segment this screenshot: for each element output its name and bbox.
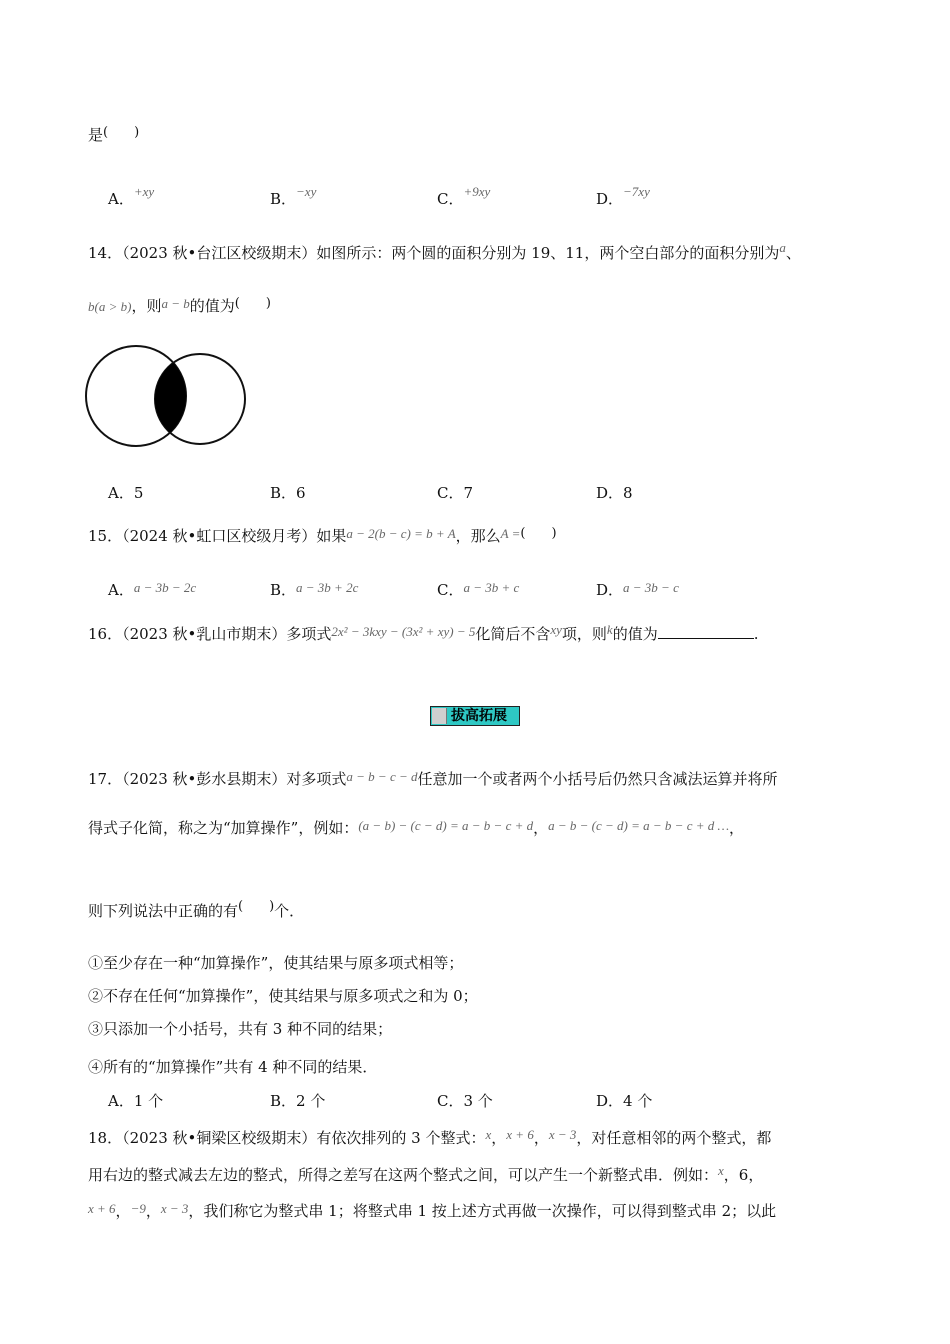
option-label: D． bbox=[596, 1092, 624, 1110]
q17-comma2: ， bbox=[729, 819, 745, 837]
q17-statement-4: ④所有的“加算操作”共有 4 种不同的结果． bbox=[88, 1058, 378, 1076]
q17-math-poly: a − b − c − d bbox=[346, 769, 418, 784]
q14-line2 bbox=[88, 292, 271, 316]
q18-c2: ， bbox=[533, 1129, 549, 1147]
q14-option-b[interactable] bbox=[270, 482, 306, 503]
option-label: C． bbox=[437, 1092, 464, 1110]
q15-option-b[interactable] bbox=[270, 579, 358, 600]
q14-option-c[interactable] bbox=[437, 482, 473, 503]
q18-line3-math-x6: x + 6 bbox=[88, 1201, 116, 1216]
option-label: A． bbox=[108, 190, 134, 208]
q17-line3 bbox=[88, 895, 304, 921]
q13-tail-text: 是 bbox=[88, 126, 104, 144]
q17-comma: ， bbox=[533, 819, 549, 837]
q16-number: 16． bbox=[88, 625, 123, 643]
option-label: D． bbox=[596, 581, 624, 599]
q17-math-ex1: (a − b) − (c − d) = a − b − c + d bbox=[358, 818, 534, 833]
q18-line3-math-9: −9 bbox=[130, 1201, 146, 1216]
q17-text1: 对多项式 bbox=[286, 770, 347, 788]
q14-line1 bbox=[88, 240, 801, 263]
q17-source: （2023 秋•彭水县期末） bbox=[122, 770, 287, 788]
option-value: 6 bbox=[296, 484, 306, 502]
q17-text2: 任意加一个或者两个小括号后仍然只含减法运算并将所 bbox=[417, 770, 778, 788]
q18-line3-c2: ， bbox=[145, 1202, 161, 1220]
q14-text2: ，则 bbox=[131, 297, 162, 315]
q18-line2-end: ，6， bbox=[723, 1166, 764, 1184]
option-value: 2 个 bbox=[296, 1092, 326, 1110]
q15-line bbox=[88, 522, 557, 546]
q14-math-b: b(a > b) bbox=[88, 299, 132, 314]
q16-line bbox=[88, 622, 759, 644]
q18-source: （2023 秋•铜梁区校级期末） bbox=[122, 1129, 317, 1147]
q15-text2: ，那么 bbox=[455, 527, 501, 545]
q17-statement-2: ②不存在任何“加算操作”，使其结果与原多项式之和为 0； bbox=[88, 987, 478, 1005]
q15-source: （2024 秋•虹口区校级月考） bbox=[122, 527, 317, 545]
q16-text4: 的值为 bbox=[612, 625, 658, 643]
q18-line2-math-x: x bbox=[718, 1163, 724, 1178]
option-value: 5 bbox=[133, 484, 144, 502]
q18-line1 bbox=[88, 1127, 771, 1148]
option-expr: a − 3b + c bbox=[463, 580, 520, 595]
q15-option-d[interactable] bbox=[596, 579, 679, 600]
q17-math-ex2: a − b − (c − d) = a − b − c + d … bbox=[548, 818, 730, 833]
option-label: D． bbox=[596, 484, 624, 502]
q17-line2-text: 得式子化简，称之为“加算操作”，例如： bbox=[88, 819, 359, 837]
option-label: A． bbox=[108, 484, 134, 502]
q15-math-eq: a − 2(b − c) = b + A bbox=[346, 526, 456, 541]
option-expr: −xy bbox=[296, 184, 317, 199]
q14-paren: ( ) bbox=[234, 296, 271, 311]
option-value: 3 个 bbox=[463, 1092, 493, 1110]
q15-text1: 如果 bbox=[316, 527, 347, 545]
option-expr: +9xy bbox=[463, 184, 491, 199]
q18-line3-text: ，我们称它为整式串 1；将整式串 1 按上述方式再做一次操作，可以得到整式串 2；以此 bbox=[188, 1202, 777, 1220]
q13-option-d[interactable] bbox=[596, 184, 650, 209]
q18-c1: ， bbox=[491, 1129, 507, 1147]
q15-option-a[interactable] bbox=[108, 579, 196, 600]
option-label: C． bbox=[437, 190, 464, 208]
q18-math-x3: x − 3 bbox=[548, 1127, 577, 1142]
q13-tail bbox=[88, 121, 139, 145]
q16-text3: 项，则 bbox=[561, 625, 607, 643]
q18-number: 18． bbox=[88, 1129, 123, 1147]
q16-end: . bbox=[753, 625, 759, 643]
option-value: 4 个 bbox=[623, 1092, 653, 1110]
q13-option-a[interactable] bbox=[108, 184, 154, 209]
section-title: 拔高拓展 bbox=[451, 708, 507, 724]
q18-line2-text: 用右边的整式减去左边的整式，所得之差写在这两个整式之间，可以产生一个新整式串．例如： bbox=[88, 1166, 719, 1184]
q18-math-x6: x + 6 bbox=[506, 1127, 534, 1142]
section-square-icon bbox=[432, 708, 447, 724]
q17-option-c[interactable] bbox=[437, 1090, 493, 1111]
q17-line3-end: 个． bbox=[274, 902, 305, 920]
q16-math-xy: xy bbox=[550, 622, 562, 637]
q16-math-poly: 2x² − 3kxy − (3x² + xy) − 5 bbox=[331, 624, 476, 639]
q16-text2: 化简后不含 bbox=[475, 625, 551, 643]
q16-answer-blank[interactable] bbox=[658, 624, 754, 639]
q14-sep: 、 bbox=[785, 244, 801, 262]
q17-line2 bbox=[88, 817, 744, 838]
q17-option-b[interactable] bbox=[270, 1090, 325, 1111]
q17-number: 17． bbox=[88, 770, 123, 788]
q16-text1: 多项式 bbox=[286, 625, 332, 643]
q17-option-d[interactable] bbox=[596, 1090, 652, 1111]
option-label: C． bbox=[437, 484, 464, 502]
q17-line1 bbox=[88, 768, 778, 789]
q15-number: 15． bbox=[88, 527, 123, 545]
q14-option-a[interactable] bbox=[108, 482, 143, 503]
q18-line3-c1: ， bbox=[115, 1202, 131, 1220]
q14-text1: 如图所示：两个圆的面积分别为 19、11，两个空白部分的面积分别为 bbox=[316, 244, 780, 262]
q17-statement-3: ③只添加一个小括号，共有 3 种不同的结果； bbox=[88, 1020, 393, 1038]
q14-text3: 的值为 bbox=[189, 297, 235, 315]
option-value: 7 bbox=[463, 484, 474, 502]
q15-option-c[interactable] bbox=[437, 579, 519, 600]
option-expr: a − 3b + 2c bbox=[296, 580, 359, 595]
option-value: 1 个 bbox=[133, 1092, 164, 1110]
q18-line3 bbox=[88, 1200, 776, 1221]
q16-source: （2023 秋•乳山市期末） bbox=[122, 625, 287, 643]
q14-number: 14． bbox=[88, 244, 123, 262]
q17-paren: ( ) bbox=[238, 899, 275, 914]
option-expr: a − 3b − c bbox=[623, 580, 679, 595]
q14-math-a: a bbox=[779, 240, 786, 255]
q14-venn-diagram bbox=[84, 340, 254, 452]
q15-paren: ( ) bbox=[520, 526, 557, 541]
q18-text1: 有依次排列的 3 个整式： bbox=[316, 1129, 486, 1147]
option-label: B． bbox=[270, 484, 297, 502]
option-value: 8 bbox=[623, 484, 633, 502]
section-header bbox=[430, 706, 520, 726]
q16-math-k: k bbox=[606, 622, 613, 637]
option-label: B． bbox=[270, 190, 297, 208]
q15-math-A: A = bbox=[500, 526, 521, 541]
option-expr: +xy bbox=[133, 184, 155, 199]
q14-option-d[interactable] bbox=[596, 482, 633, 503]
q17-statement-1: ①至少存在一种“加算操作”，使其结果与原多项式相等； bbox=[88, 954, 464, 972]
q13-option-c[interactable] bbox=[437, 184, 490, 209]
option-label: A． bbox=[108, 1092, 134, 1110]
q14-source: （2023 秋•台江区校级期末） bbox=[122, 244, 317, 262]
option-label: B． bbox=[270, 1092, 297, 1110]
q18-line2 bbox=[88, 1163, 763, 1185]
q17-option-a[interactable] bbox=[108, 1090, 163, 1111]
q18-line3-math-x3: x − 3 bbox=[160, 1201, 189, 1216]
option-label: C． bbox=[437, 581, 464, 599]
q17-line3-text: 则下列说法中正确的有 bbox=[88, 902, 239, 920]
q18-math-x: x bbox=[485, 1127, 492, 1142]
q18-text2: ，对任意相邻的两个整式，都 bbox=[576, 1129, 772, 1147]
q14-math-ab: a − b bbox=[161, 296, 190, 311]
option-expr: −7xy bbox=[623, 184, 650, 199]
option-label: D． bbox=[596, 190, 624, 208]
q13-paren: ( ) bbox=[103, 125, 140, 140]
q13-option-b[interactable] bbox=[270, 184, 316, 209]
option-label: B． bbox=[270, 581, 297, 599]
option-expr: a − 3b − 2c bbox=[133, 580, 197, 595]
option-label: A． bbox=[108, 581, 134, 599]
